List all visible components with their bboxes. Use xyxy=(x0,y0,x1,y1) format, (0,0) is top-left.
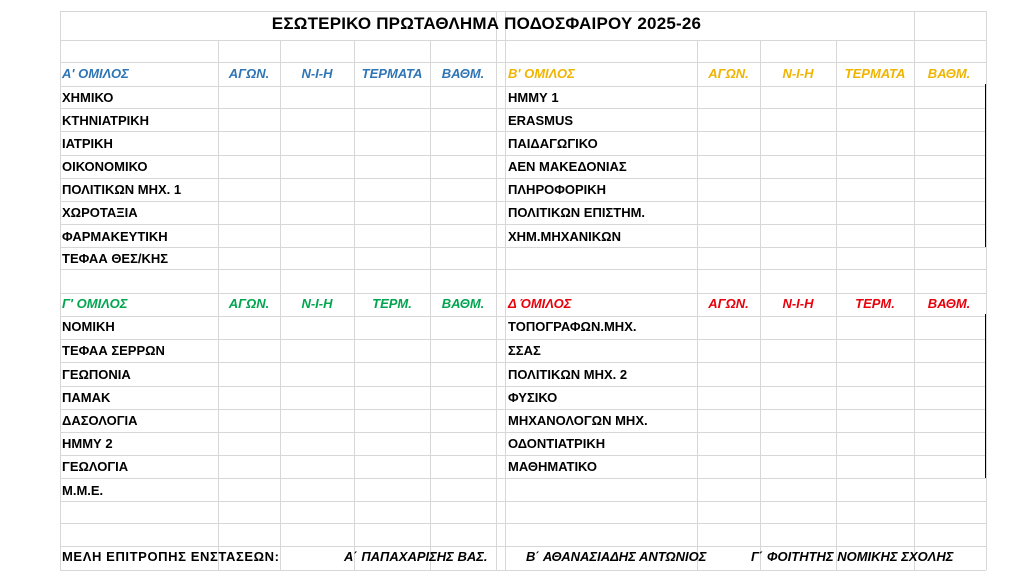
group-c-team: ΔΑΣΟΛΟΓΙΑ xyxy=(62,413,138,428)
group-b-col-wdl: Ν-Ι-Η xyxy=(782,66,814,81)
grid-line xyxy=(60,40,986,41)
grid-line xyxy=(60,523,986,524)
grid-line xyxy=(60,362,986,363)
group-b-team: ERASMUS xyxy=(508,113,574,128)
group-c-col-goals: ΤΕΡΜ. xyxy=(372,296,412,311)
group-d-team: ΠΟΛΙΤΙΚΩΝ ΜΗΧ. 2 xyxy=(508,367,628,382)
group-a-team: ΧΩΡΟΤΑΞΙΑ xyxy=(62,205,138,220)
grid-line xyxy=(60,224,986,225)
group-a-title: Α' ΟΜΙΛΟΣ xyxy=(62,66,129,81)
grid-line xyxy=(60,178,986,179)
group-d-col-points: ΒΑΘΜ. xyxy=(927,296,971,311)
group-b-team: ΧΗΜ.ΜΗΧΑΝΙΚΩΝ xyxy=(508,229,621,244)
group-c-team: ΓΕΩΛΟΓΙΑ xyxy=(62,459,129,474)
group-a-team: ΠΟΛΙΤΙΚΩΝ ΜΗΧ. 1 xyxy=(62,182,182,197)
grid-line xyxy=(914,11,915,570)
group-a-team: ΧΗΜΙΚΟ xyxy=(62,90,114,105)
grid-line xyxy=(60,570,986,571)
group-b-team: ΠΑΙΔΑΓΩΓΙΚΟ xyxy=(508,136,598,151)
grid-line xyxy=(60,155,986,156)
group-b-title: Β' ΟΜΙΛΟΣ xyxy=(508,66,575,81)
grid-line xyxy=(60,478,986,479)
group-b-team: ΠΟΛΙΤΙΚΩΝ ΕΠΙΣΤΗΜ. xyxy=(508,205,646,220)
group-d-title: Δ ΌΜΙΛΟΣ xyxy=(508,296,572,311)
grid-line xyxy=(60,339,986,340)
group-a-team: ΤΕΦΑΑ ΘΕΣ/ΚΗΣ xyxy=(62,251,169,266)
group-c-team: ΤΕΦΑΑ ΣΕΡΡΩΝ xyxy=(62,343,165,358)
group-a-col-games: ΑΓΩΝ. xyxy=(228,66,270,81)
group-d-team: ΤΟΠΟΓΡΑΦΩΝ.ΜΗΧ. xyxy=(508,319,637,334)
grid-line xyxy=(60,409,986,410)
group-c-team: Μ.Μ.Ε. xyxy=(62,483,104,498)
grid-line xyxy=(60,86,986,87)
group-a-team: ΦΑΡΜΑΚΕΥΤΙΚΗ xyxy=(62,229,168,244)
group-a-team: ΚΤΗΝΙΑΤΡΙΚΗ xyxy=(62,113,150,128)
group-d-team: ΜΑΘΗΜΑΤΙΚΟ xyxy=(508,459,597,474)
group-d-col-wdl: Ν-Ι-Η xyxy=(782,296,814,311)
grid-line xyxy=(60,316,986,317)
grid-line xyxy=(505,11,506,570)
group-b-team: ΗΜΜΥ 1 xyxy=(508,90,559,105)
grid-line xyxy=(496,11,497,570)
table-border xyxy=(985,314,986,478)
grid-line xyxy=(60,247,986,248)
group-a-col-wdl: Ν-Ι-Η xyxy=(301,66,333,81)
group-d-team: ΦΥΣΙΚΟ xyxy=(508,390,558,405)
grid-line xyxy=(60,62,986,63)
group-a-team: ΙΑΤΡΙΚΗ xyxy=(62,136,113,151)
group-c-team: ΓΕΩΠΟΝΙΑ xyxy=(62,367,131,382)
grid-line xyxy=(60,11,61,570)
grid-line xyxy=(60,293,986,294)
grid-line xyxy=(60,269,986,270)
group-c-team: ΝΟΜΙΚΗ xyxy=(62,319,115,334)
committee-member: Γ΄ ΦΟΙΤΗΤΗΣ ΝΟΜΙΚΗΣ ΣΧΟΛΗΣ xyxy=(751,549,954,564)
page-title: ΕΣΩΤΕΡΙΚΟ ΠΡΩΤΑΘΛΗΜΑ ΠΟΔΟΣΦΑΙΡΟΥ 2025-26 xyxy=(271,14,702,33)
group-d-team: ΟΔΟΝΤΙΑΤΡΙΚΗ xyxy=(508,436,606,451)
grid-line xyxy=(60,501,986,502)
group-b-team: ΠΛΗΡΟΦΟΡΙΚΗ xyxy=(508,182,607,197)
group-b-col-points: ΒΑΘΜ. xyxy=(927,66,971,81)
committee-label: ΜΕΛΗ ΕΠΙΤΡΟΠΗΣ ΕΝΣΤΑΣΕΩΝ: xyxy=(62,549,280,564)
grid-line xyxy=(60,546,986,547)
grid-line xyxy=(60,386,986,387)
group-c-col-wdl: Ν-Ι-Η xyxy=(301,296,333,311)
group-c-col-games: ΑΓΩΝ. xyxy=(228,296,270,311)
committee-member: Β΄ ΑΘΑΝΑΣΙΑΔΗΣ ΑΝΤΩΝΙΟΣ xyxy=(526,549,707,564)
group-d-col-goals: ΤΕΡΜ. xyxy=(855,296,895,311)
group-c-col-points: ΒΑΘΜ. xyxy=(441,296,485,311)
grid-line xyxy=(60,455,986,456)
group-b-col-games: ΑΓΩΝ. xyxy=(708,66,749,81)
group-c-team: ΗΜΜΥ 2 xyxy=(62,436,113,451)
group-c-team: ΠΑΜΑΚ xyxy=(62,390,111,405)
grid-line xyxy=(60,131,986,132)
grid-line xyxy=(60,432,986,433)
group-a-col-goals: ΤΕΡΜΑΤΑ xyxy=(361,66,423,81)
group-d-team: ΣΣΑΣ xyxy=(508,343,541,358)
committee-member: Α΄ ΠΑΠΑΧΑΡΙΣΗΣ ΒΑΣ. xyxy=(344,549,488,564)
group-a-team: ΟΙΚΟΝΟΜΙΚΟ xyxy=(62,159,148,174)
group-d-team: ΜΗΧΑΝΟΛΟΓΩΝ ΜΗΧ. xyxy=(508,413,648,428)
group-c-title: Γ' ΟΜΙΛΟΣ xyxy=(62,296,128,311)
group-b-col-goals: ΤΕΡΜΑΤΑ xyxy=(844,66,906,81)
group-a-col-points: ΒΑΘΜ. xyxy=(441,66,485,81)
grid-line xyxy=(60,11,986,12)
grid-line xyxy=(60,201,986,202)
grid-line xyxy=(986,11,987,570)
group-b-team: ΑΕΝ ΜΑΚΕΔΟΝΙΑΣ xyxy=(508,159,627,174)
table-border xyxy=(985,84,986,247)
grid-line xyxy=(60,108,986,109)
group-d-col-games: ΑΓΩΝ. xyxy=(708,296,749,311)
